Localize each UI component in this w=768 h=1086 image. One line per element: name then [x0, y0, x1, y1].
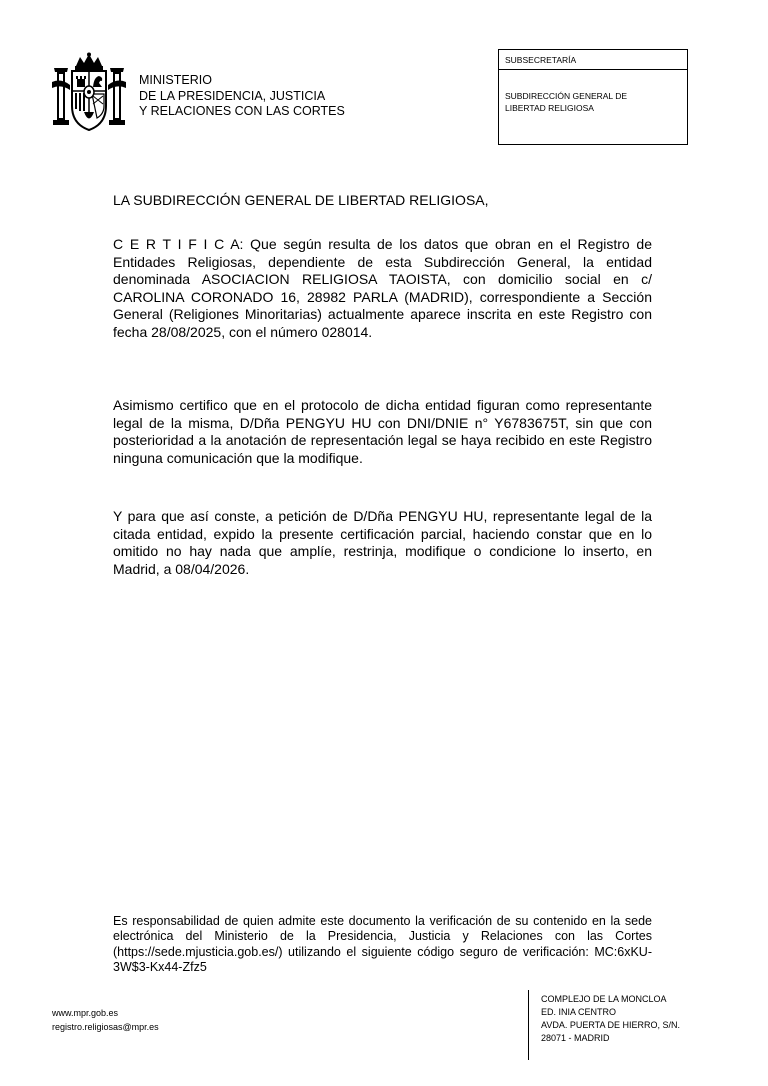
footer-divider: [528, 990, 529, 1060]
closing-paragraph: Y para que así conste, a petición de D/Dña PENGYU HU, representante legal de la citada entidad, expido la presente certificación parcial, haciendo constar que en lo omitido no hay nada que amplíe, restrinja, modifique o condicione lo inserto, en Madrid, a 08/04/2026.: [113, 508, 652, 577]
verification-note: Es responsabilidad de quien admite este documento la verificación de su contenido en la sede electrónica del Ministerio de la Presidencia, Justicia y Relaciones con las Cortes (https://sede.mjusticia.gob.es/) utilizando el siguiente código seguro de verificación: MC:6xKU-3W$3-Kx44-Zfz5: [113, 914, 652, 974]
unit-box-line: LIBERTAD RELIGIOSA: [505, 102, 594, 113]
footer-contact: [52, 1006, 159, 1034]
unit-box: [498, 49, 688, 145]
address-line: ED. INIA CENTRO: [541, 1007, 617, 1017]
footer-website[interactable]: www.mpr.gob.es: [52, 1008, 119, 1018]
ministry-line: DE LA PRESIDENCIA, JUSTICIA: [139, 88, 326, 103]
spain-coat-of-arms-icon: [50, 52, 128, 134]
document-heading: LA SUBDIRECCIÓN GENERAL DE LIBERTAD RELIGIOSA,: [113, 192, 489, 208]
ministry-name: [139, 73, 345, 120]
certifica-paragraph: C E R T I F I C A: Que según resulta de los datos que obran en el Registro de Entidades Religiosas, dependiente de esta Subdirección General, la entidad denominada ASOCIACION RELIGIOSA TAOISTA, con domicilio social en c/ CAROLINA CORONADO 16, 28982 PARLA (MADRID), correspondiente a Sección General (Religiones Minoritarias) actualmente aparece inscrita en este Registro con fecha 28/08/2025, con el número 028014.: [113, 236, 652, 340]
unit-box-body: [499, 70, 687, 114]
address-line: AVDA. PUERTA DE HIERRO, S/N.: [541, 1020, 681, 1030]
ministry-line: Y RELACIONES CON LAS CORTES: [139, 104, 345, 118]
footer-address: [541, 993, 680, 1045]
ministry-line: MINISTERIO: [139, 73, 212, 87]
address-line: 28071 - MADRID: [541, 1033, 610, 1043]
address-line: COMPLEJO DE LA MONCLOA: [541, 994, 667, 1004]
footer-email[interactable]: registro.religiosas@mpr.es: [52, 1022, 159, 1032]
representative-paragraph: Asimismo certifico que en el protocolo de dicha entidad figuran como representante legal de la misma, D/Dña PENGYU HU con DNI/DNIE n° Y6783675T, sin que con posterioridad a la anotación de representación legal se haya recibido en este Registro ninguna comunicación que la modifique.: [113, 397, 652, 466]
unit-box-top-label: SUBSECRETARÍA: [499, 50, 687, 70]
unit-box-line: SUBDIRECCIÓN GENERAL DE: [505, 91, 628, 101]
